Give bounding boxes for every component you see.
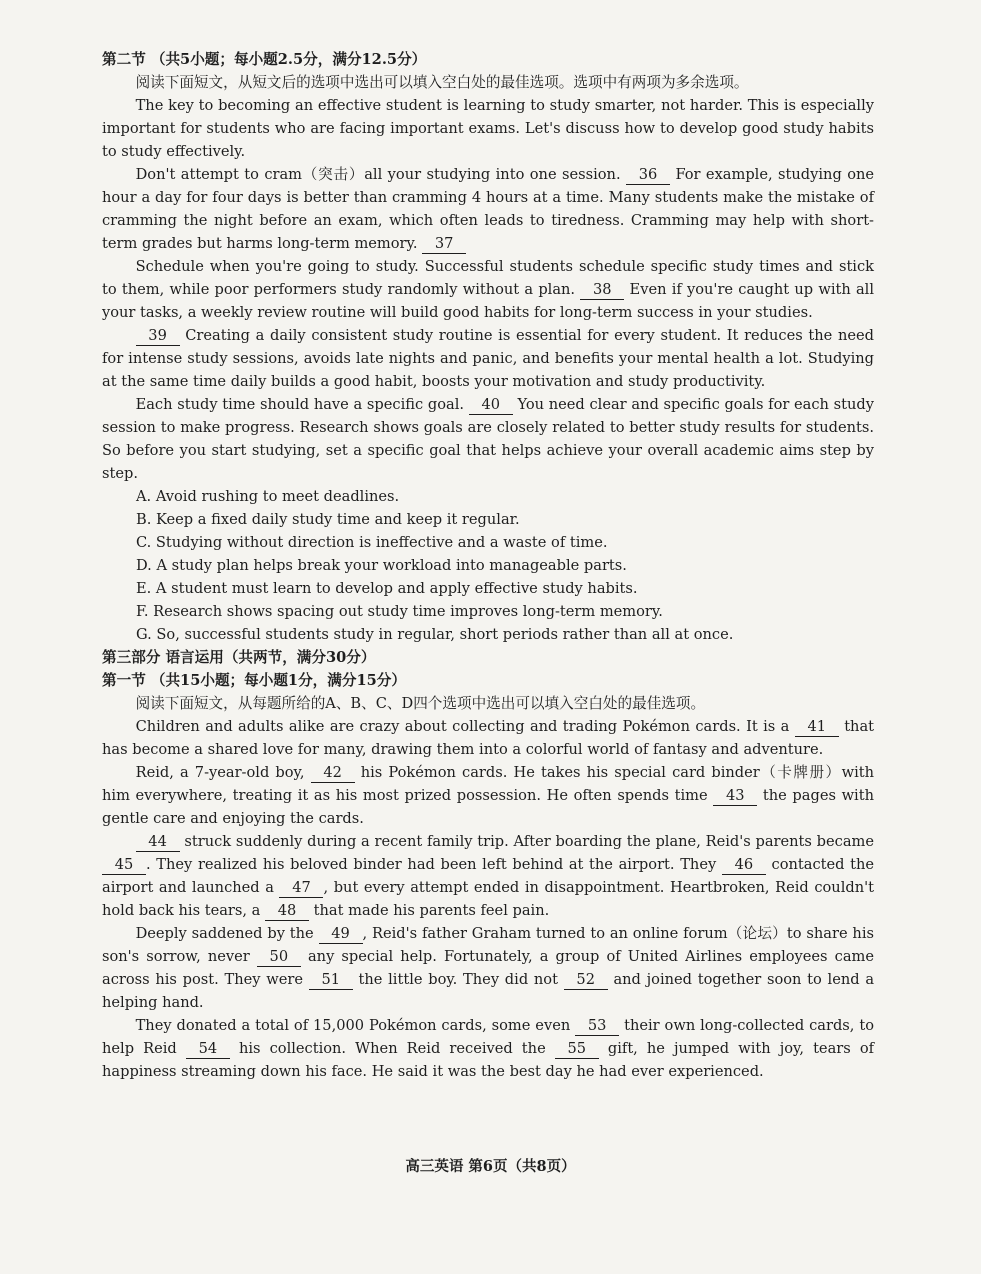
blank-41: 41	[795, 718, 839, 737]
text: , Reid's father Graham turned to an online forum（论坛）to share his son's sorrow, never	[102, 925, 874, 965]
option-b: B. Keep a fixed daily study time and keep it regular.	[136, 511, 520, 528]
text: Deeply saddened by the	[135, 925, 314, 942]
blank-40: 40	[469, 396, 513, 415]
blank-51: 51	[309, 971, 353, 990]
blank-53: 53	[575, 1017, 619, 1036]
blank-46: 46	[722, 856, 766, 875]
passage1-para4	[102, 324, 874, 393]
blank-45: 45	[102, 856, 146, 875]
blank-37: 37	[422, 235, 466, 254]
section2-heading: 第二节 （共5小题；每小题2.5分，满分12.5分）	[102, 51, 427, 68]
section2-instruction: 阅读下面短文，从短文后的选项中选出可以填入空白处的最佳选项。选项中有两项为多余选项。	[135, 74, 749, 91]
blank-36: 36	[626, 166, 670, 185]
text: that has become a shared love for many, drawing them into a colorful world of fantasy and adventure.	[102, 718, 875, 758]
page-content	[102, 48, 874, 1083]
part3-instruction: 阅读下面短文，从每题所给的A、B、C、D四个选项中选出可以填入空白处的最佳选项。	[135, 695, 706, 712]
blank-39: 39	[136, 327, 180, 346]
passage1-para1: The key to becoming an effective student is learning to study smarter, not harder. This is especially important for students who are facing important exams. Let's discuss how to develop good study habits to study effectively.	[102, 97, 874, 160]
option-a: A. Avoid rushing to meet deadlines.	[136, 488, 400, 505]
text: the little boy. They did not	[358, 971, 558, 988]
blank-38: 38	[580, 281, 624, 300]
blank-44: 44	[136, 833, 180, 852]
blank-43: 43	[713, 787, 757, 806]
text: Even if you're caught up with all your tasks, a weekly review routine will build good habits for long-term success in your studies.	[102, 281, 875, 321]
text: gift, he jumped with joy, tears of happiness streaming down his face. He said it was the best day he had ever experienced.	[102, 1040, 875, 1080]
options-list	[102, 485, 874, 646]
text: Schedule when you're going to study. Successful students schedule specific study times and stick to them, while poor performers study randomly without a plan.	[102, 258, 874, 298]
blank-42: 42	[311, 764, 355, 783]
blank-47: 47	[279, 879, 323, 898]
text: Creating a daily consistent study routine is essential for every student. It reduces the need for intense study sessions, avoids late nights and panic, and benefits your mental health a lot. Studying at the same time daily builds a good habit, boosts your motivation and study productivity.	[102, 327, 874, 390]
part3-section1-heading: 第一节 （共15小题；每小题1分，满分15分）	[102, 672, 406, 689]
passage1-para2	[102, 163, 874, 255]
passage2-para1	[102, 715, 874, 761]
text: struck suddenly during a recent family trip. After boarding the plane, Reid's parents became	[184, 833, 875, 850]
text: that made his parents feel pain.	[313, 902, 550, 919]
blank-50: 50	[257, 948, 301, 967]
text: and joined together soon to lend a helping hand.	[102, 971, 875, 1011]
option-g: G. So, successful students study in regular, short periods rather than all at once.	[136, 626, 734, 643]
text: any special help. Fortunately, a group of United Airlines employees came across his post. They were	[102, 948, 875, 988]
text: . They realized his beloved binder had been left behind at the airport. They	[146, 856, 717, 873]
text: their own long-collected cards, to help Reid	[102, 1017, 874, 1057]
page-footer: 高三英语 第6页（共8页）	[405, 1158, 576, 1175]
blank-52: 52	[564, 971, 608, 990]
option-f: F. Research shows spacing out study time improves long-term memory.	[136, 603, 663, 620]
blank-49: 49	[319, 925, 363, 944]
part3-heading: 第三部分 语言运用（共两节，满分30分）	[102, 649, 376, 666]
text: Children and adults alike are crazy about collecting and trading Pokémon cards. It is a	[135, 718, 790, 735]
passage2-para3	[102, 830, 874, 922]
passage2-para2	[102, 761, 874, 830]
text: For example, studying one hour a day for four days is better than cramming 4 hours at a time. Many students make the mistake of cramming the night before an exam, which often leads to tiredness. Cramming may help with short-term grades but harms long-term memory.	[102, 166, 875, 252]
text: Reid, a 7-year-old boy,	[135, 764, 305, 781]
option-e: E. A student must learn to develop and apply effective study habits.	[136, 580, 638, 597]
text: You need clear and specific goals for each study session to make progress. Research shows goals are closely related to better study results for students. So before you start studying, set a specific goal that helps achieve your overall academic aims step by step.	[102, 396, 875, 482]
text: Each study time should have a specific goal.	[135, 396, 465, 413]
text: Don't attempt to cram（突击）all your studying into one session.	[135, 166, 621, 183]
passage2-para5	[102, 1014, 874, 1083]
passage2-para4	[102, 922, 874, 1014]
text: his collection. When Reid received the	[238, 1040, 546, 1057]
blank-54: 54	[186, 1040, 230, 1059]
text: his Pokémon cards. He takes his special card binder（卡牌册）with him everywhere, treating it as his most prized possession. He often spends time	[102, 764, 875, 804]
text: contacted the airport and launched a	[102, 856, 875, 896]
text: , but every attempt ended in disappointment. Heartbroken, Reid couldn't hold back his tears, a	[102, 879, 874, 919]
passage1-para3	[102, 255, 874, 324]
blank-48: 48	[265, 902, 309, 921]
text: the pages with gentle care and enjoying the cards.	[102, 787, 874, 827]
text: They donated a total of 15,000 Pokémon cards, some even	[135, 1017, 571, 1034]
option-d: D. A study plan helps break your workload into manageable parts.	[136, 557, 627, 574]
option-c: C. Studying without direction is ineffective and a waste of time.	[136, 534, 608, 551]
blank-55: 55	[555, 1040, 599, 1059]
passage1-para5	[102, 393, 874, 485]
